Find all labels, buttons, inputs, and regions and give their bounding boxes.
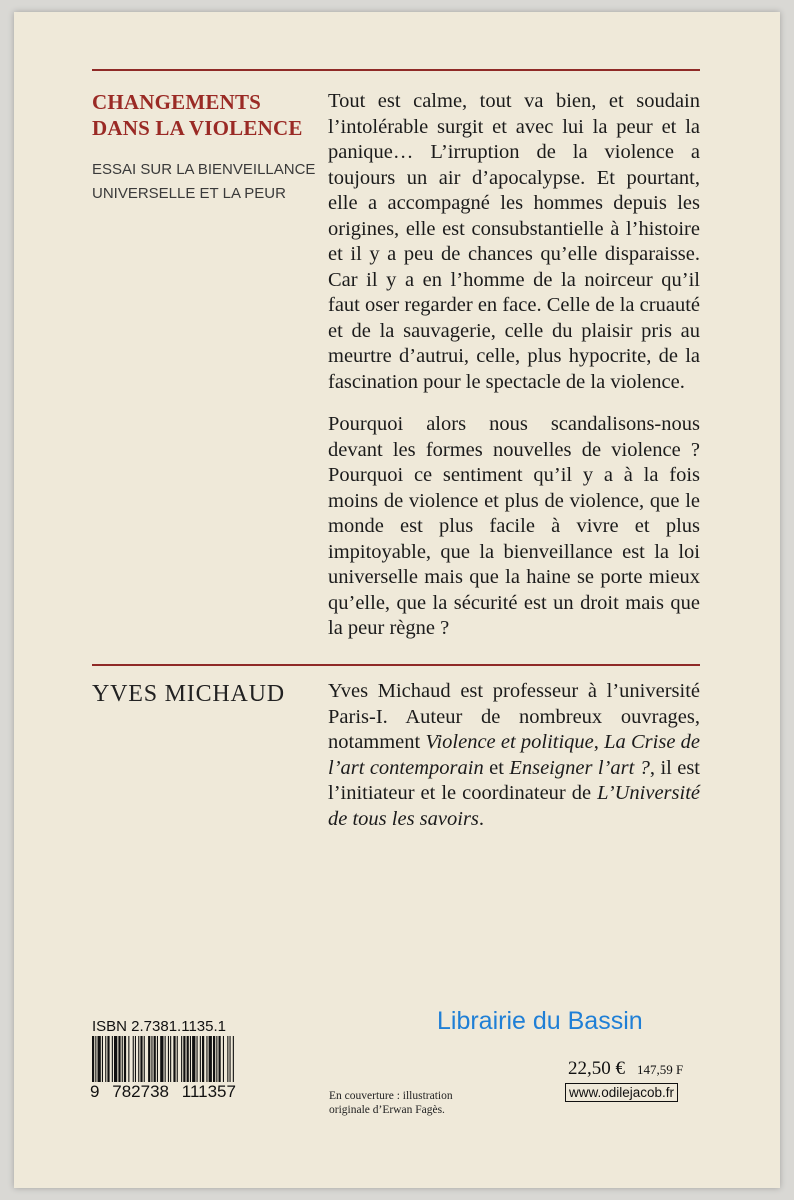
title-line-1: CHANGEMENTS <box>92 90 262 114</box>
title-line-2: DANS LA VIOLENCE <box>92 116 303 140</box>
bio-middle: , il est l’initiateur et le coordinateur de <box>328 756 700 804</box>
barcode-digit-group: 111357 <box>181 1082 236 1101</box>
price-euro: 22,50 € <box>568 1058 625 1079</box>
author-name: YVES MICHAUD <box>92 681 285 707</box>
bookshop-label: Librairie du Bassin <box>437 1007 643 1035</box>
isbn-label: ISBN 2.7381.1135.1 <box>92 1018 226 1035</box>
credit-line-1: En couverture : illustration <box>329 1090 453 1102</box>
book-title <box>92 89 332 141</box>
top-divider <box>92 69 700 71</box>
barcode-digit-group: 782738 <box>112 1082 169 1101</box>
book-subtitle <box>92 158 322 206</box>
work-title: L’Université de tous les savoirs <box>328 782 700 830</box>
work-title: Violence et politique <box>425 731 594 753</box>
price-franc: 147,59 F <box>637 1062 684 1077</box>
cover-credit <box>329 1089 499 1117</box>
work-title: La Crise de l’art contemporain <box>328 731 700 779</box>
work-title: Enseigner l’art ? <box>509 756 650 779</box>
blurb-paragraph-1: Tout est calme, tout va bien, et soudain l’intolérable surgit et avec lui la peur et la panique… L’irruption de la violence a toujours un air d’apocalypse. Et pourtant, elle a accompagné les hommes depuis les origines, elle est consubstantielle à l’histoire et il y a peu de chances qu’elle disparaisse. Car il y a en l’homme de la noirceur qu’il faut oser regarder en face. Celle de la cruauté et de la sauvagerie, celle du plaisir pris au meurtre d’autrui, celle, plus hypocrite, de la fascination pour le spectacle de la violence. <box>328 90 700 393</box>
barcode-digit-group: 9 <box>90 1082 100 1101</box>
author-bio <box>328 679 700 832</box>
barcode-digits <box>88 1082 238 1102</box>
bio-end: . <box>478 807 485 830</box>
blurb <box>328 89 700 642</box>
credit-line-2: originale d’Erwan Fagès. <box>329 1104 445 1116</box>
subtitle-line-2: UNIVERSELLE ET LA PEUR <box>92 185 286 202</box>
publisher-website[interactable]: www.odilejacob.fr <box>565 1083 678 1102</box>
middle-divider <box>92 664 700 666</box>
subtitle-line-1: ESSAI SUR LA BIENVEILLANCE <box>92 161 316 178</box>
blurb-paragraph-2: Pourquoi alors nous scandalisons-nous devant les formes nouvelles de violence ? Pourquoi ce sentiment qu’il y a à la fois moins de violence et plus de violence, que le monde est plus facile à vivre et plus impitoyable, que la bienveillance est la loi universelle mais que la haine se porte mieux qu’elle, que la sécurité est un droit mais que la peur règne ? <box>328 413 700 639</box>
bio-intro: Yves Michaud est professeur à l’université Paris-I. Auteur de nombreux ouvrages, notamment <box>328 680 700 753</box>
bio-separator: , <box>593 731 605 753</box>
price <box>568 1058 683 1080</box>
bio-separator: et <box>483 756 510 779</box>
